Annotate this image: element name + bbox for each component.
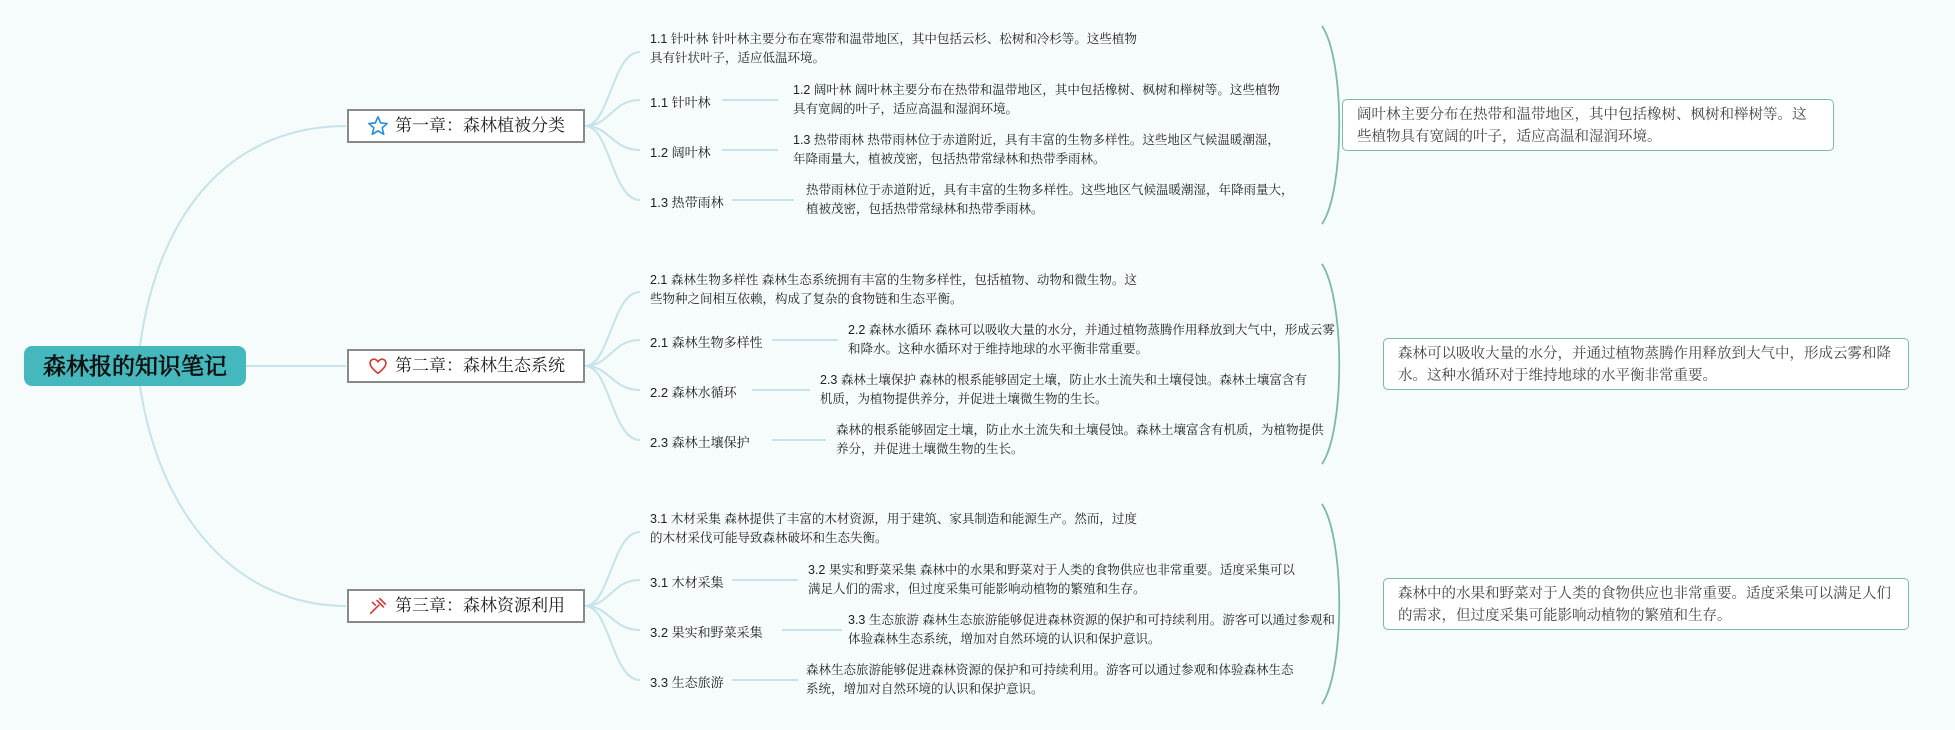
chapter-3-title: 第三章：森林资源利用 [395, 596, 565, 615]
chapter-2-intro: 2.1 森林生物多样性 森林生态系统拥有丰富的生物多样性，包括植物、动物和微生物。这些物种之间相互依赖，构成了复杂的食物链和生态平衡。 [650, 273, 1137, 306]
chapter-3-node[interactable] [347, 589, 585, 623]
chapter-1-summary: 阔叶林主要分布在热带和温带地区，其中包括橡树、枫树和榉树等。这些植物具有宽阔的叶子，适应高温和湿润环境。 [1342, 99, 1834, 151]
chapter-3-sub-3-text: 森林生态旅游能够促进森林资源的保护和可持续利用。游客可以通过参观和体验森林生态系统，增加对自然环境的认识和保护意识。 [806, 663, 1294, 696]
chapter-1-intro: 1.1 针叶林 针叶林主要分布在寒带和温带地区，其中包括云杉、松树和冷杉等。这些植物具有针状叶子，适应低温环境。 [650, 32, 1137, 65]
heart-icon [367, 355, 389, 377]
chapter-1-sub-3[interactable]: 1.3 热带雨林 [650, 195, 724, 210]
chapter-3-sub-1[interactable]: 3.1 木材采集 [650, 575, 724, 590]
star-icon [367, 115, 389, 137]
chapter-3-summary: 森林中的水果和野菜对于人类的食物供应也非常重要。适度采集可以满足人们的需求，但过度采集可能影响动植物的繁殖和生存。 [1383, 578, 1909, 630]
chapter-2-sub-2-text: 2.3 森林土壤保护 森林的根系能够固定土壤，防止水土流失和土壤侵蚀。森林土壤富含有机质，为植物提供养分，并促进土壤微生物的生长。 [820, 373, 1307, 406]
chapter-3-intro: 3.1 木材采集 森林提供了丰富的木材资源，用于建筑、家具制造和能源生产。然而，过度的木材采伐可能导致森林破坏和生态失衡。 [650, 512, 1137, 545]
chapter-3-sub-1-text: 3.2 果实和野菜采集 森林中的水果和野菜对于人类的食物供应也非常重要。适度采集可以满足人们的需求，但过度采集可能影响动植物的繁殖和生存。 [808, 563, 1295, 596]
tools-icon [367, 595, 389, 617]
chapter-2-sub-2[interactable]: 2.2 森林水循环 [650, 385, 737, 400]
chapter-2-summary: 森林可以吸收大量的水分，并通过植物蒸腾作用释放到大气中，形成云雾和降水。这种水循环对于维持地球的水平衡非常重要。 [1383, 338, 1909, 390]
chapter-2-sub-1-text: 2.2 森林水循环 森林可以吸收大量的水分，并通过植物蒸腾作用释放到大气中，形成云雾和降水。这种水循环对于维持地球的水平衡非常重要。 [848, 323, 1335, 356]
chapter-1-sub-2[interactable]: 1.2 阔叶林 [650, 145, 711, 160]
chapter-1-sub-1[interactable]: 1.1 针叶林 [650, 95, 711, 110]
chapter-1-sub-2-text: 1.3 热带雨林 热带雨林位于赤道附近，具有丰富的生物多样性。这些地区气候温暖潮湿，年降雨量大，植被茂密，包括热带常绿林和热带季雨林。 [793, 133, 1280, 166]
chapter-1-sub-1-text: 1.2 阔叶林 阔叶林主要分布在热带和温带地区，其中包括橡树、枫树和榉树等。这些植物具有宽阔的叶子，适应高温和湿润环境。 [793, 83, 1280, 116]
chapter-2-sub-1[interactable]: 2.1 森林生物多样性 [650, 335, 763, 350]
chapter-1-title: 第一章：森林植被分类 [395, 116, 565, 135]
chapter-2-sub-3[interactable]: 2.3 森林土壤保护 [650, 435, 750, 450]
chapter-1-node[interactable] [347, 109, 585, 143]
root-node[interactable]: 森林报的知识笔记 [24, 346, 246, 386]
chapter-2-sub-3-text: 森林的根系能够固定土壤，防止水土流失和土壤侵蚀。森林土壤富含有机质，为植物提供养分，并促进土壤微生物的生长。 [836, 423, 1324, 456]
chapter-3-sub-2[interactable]: 3.2 果实和野菜采集 [650, 625, 763, 640]
chapter-3-sub-3[interactable]: 3.3 生态旅游 [650, 675, 724, 690]
chapter-2-node[interactable] [347, 349, 585, 383]
chapter-3-sub-2-text: 3.3 生态旅游 森林生态旅游能够促进森林资源的保护和可持续利用。游客可以通过参观和体验森林生态系统，增加对自然环境的认识和保护意识。 [848, 613, 1335, 646]
chapter-2-title: 第二章：森林生态系统 [395, 356, 565, 375]
chapter-1-sub-3-text: 热带雨林位于赤道附近，具有丰富的生物多样性。这些地区气候温暖潮湿，年降雨量大，植被茂密，包括热带常绿林和热带季雨林。 [806, 183, 1294, 216]
